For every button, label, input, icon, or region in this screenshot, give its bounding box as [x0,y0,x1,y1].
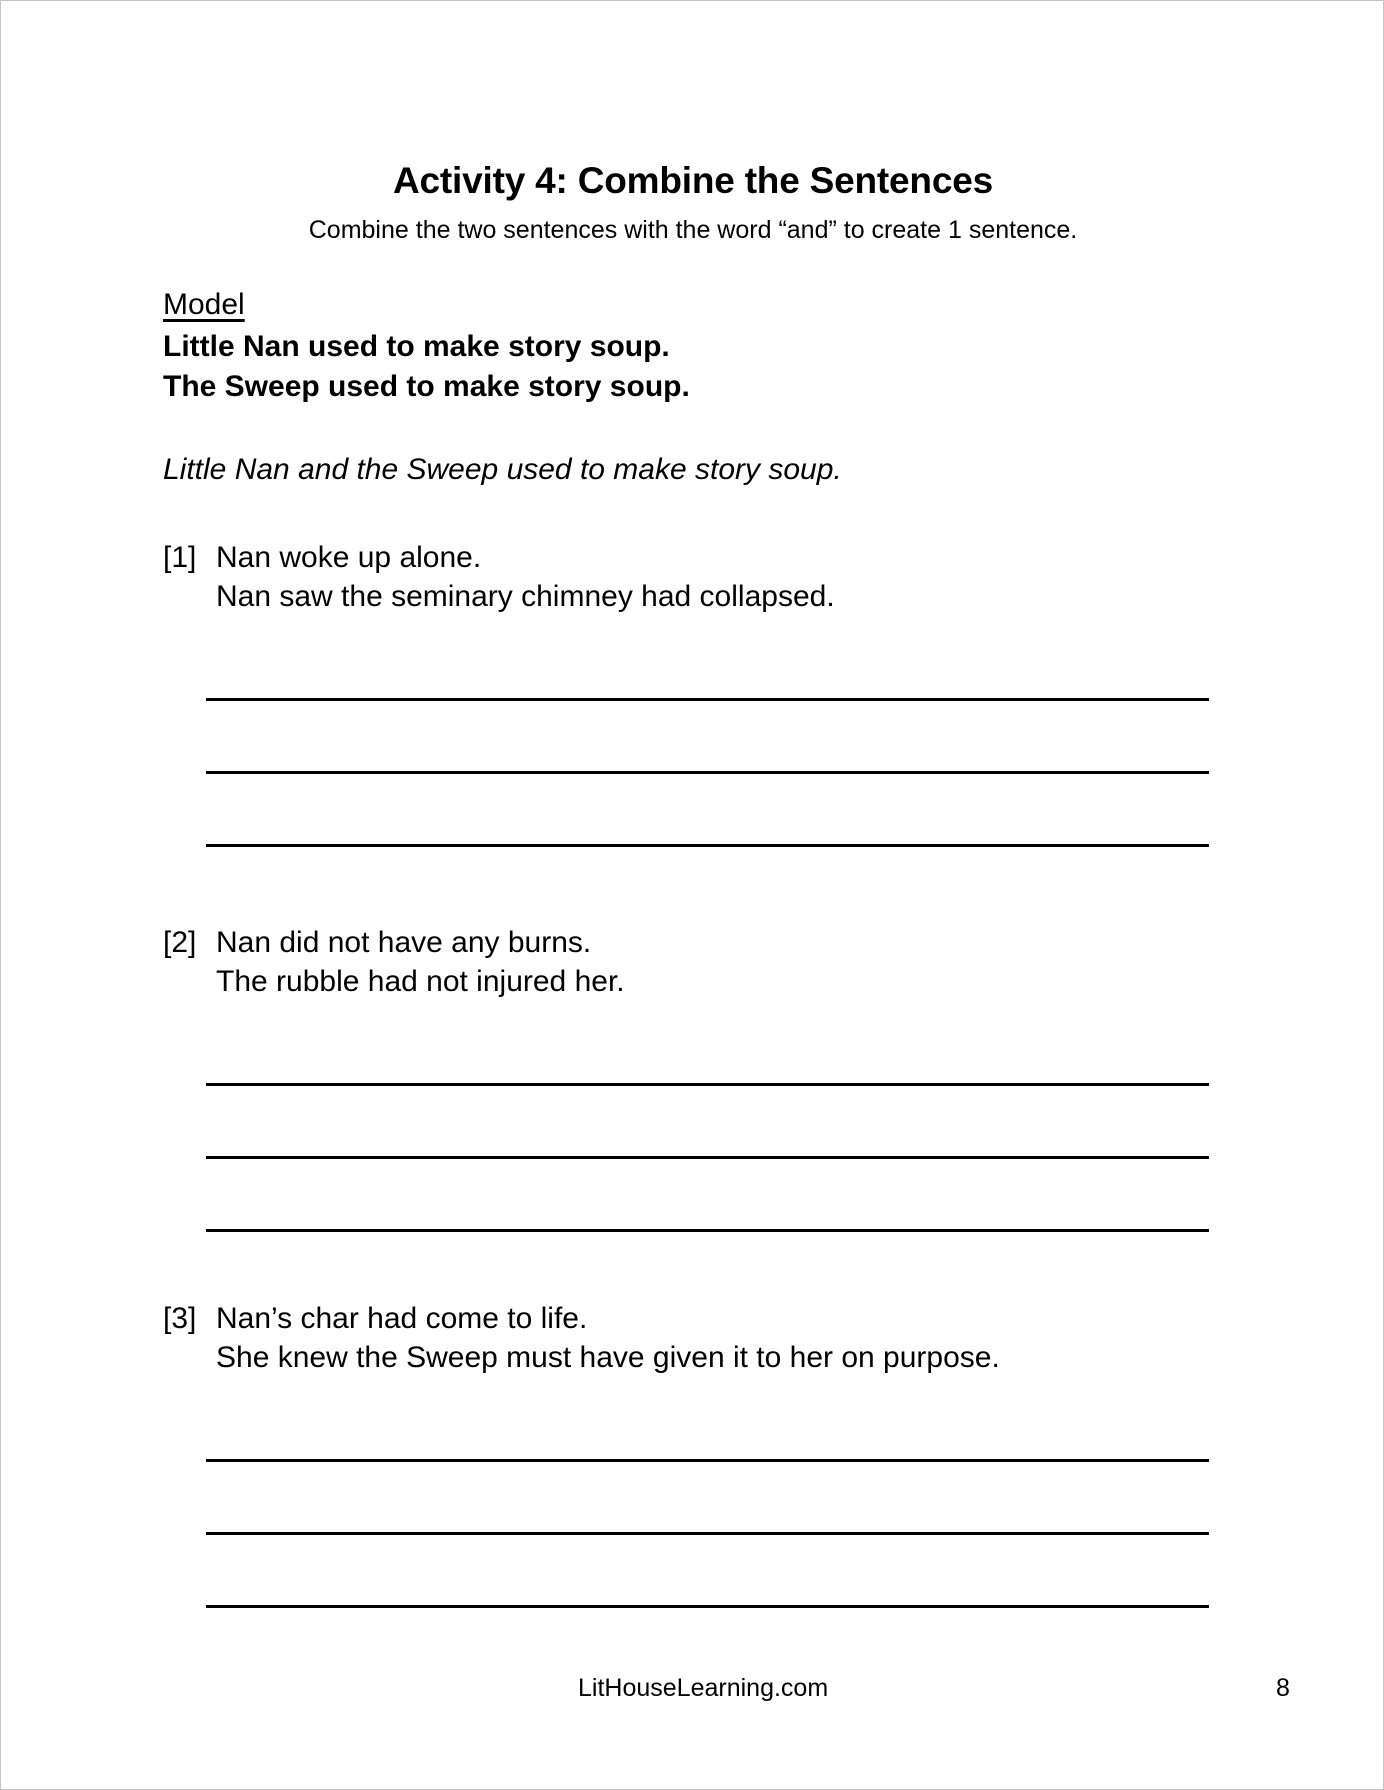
model-sentence-1: Little Nan used to make story soup. [163,330,670,363]
exercise-2 [163,923,1263,1253]
answer-line [206,1605,1209,1608]
exercise-1 [163,538,1263,868]
answer-line [206,1156,1209,1159]
answer-line [206,1229,1209,1232]
answer-line [206,1459,1209,1462]
exercise-1-sentence-1: Nan woke up alone. [216,541,482,574]
answer-line [206,1532,1209,1535]
exercise-3-number: [3] [163,1302,197,1335]
exercise-2-sentence-2: The rubble had not injured her. [216,965,625,998]
exercise-1-sentence-2: Nan saw the seminary chimney had collapsed. [216,580,835,613]
footer-page-number: 8 [1276,1674,1290,1702]
model-sentences [163,327,690,407]
exercise-3-sentence-2: She knew the Sweep must have given it to her on purpose. [216,1341,1000,1374]
answer-line [206,698,1209,701]
exercise-2-number: [2] [163,926,197,959]
instructions-text: Combine the two sentences with the word “and” to create 1 sentence. [308,216,1078,244]
footer-website: LitHouseLearning.com [578,1674,829,1702]
model-sentence-2: The Sweep used to make story soup. [163,370,690,403]
answer-line [206,1083,1209,1086]
exercise-2-sentence-1: Nan did not have any burns. [216,926,592,959]
exercise-3-sentence-1: Nan’s char had come to life. [216,1302,588,1335]
model-heading: Model [163,288,245,321]
answer-line [206,771,1209,774]
model-combined-example: Little Nan and the Sweep used to make story soup. [163,453,842,486]
answer-line [206,844,1209,847]
exercise-3 [163,1299,1263,1629]
page-title: Activity 4: Combine the Sentences [393,160,993,201]
exercise-1-number: [1] [163,541,197,574]
